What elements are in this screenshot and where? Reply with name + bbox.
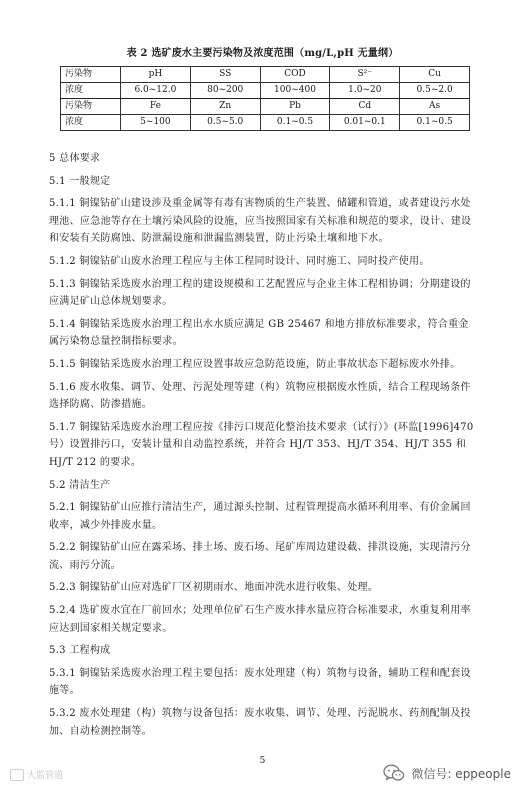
watermark-left-text: 大监管道	[27, 771, 64, 781]
table-cell: SS	[190, 67, 260, 83]
table-row	[61, 83, 470, 99]
table-cell: 0.1~0.5	[260, 115, 330, 131]
table-row	[61, 67, 470, 83]
clause-paragraph: 5.2.4 选矿废水宜在厂前回水；处理单位矿石生产废水排水量应符合标准要求，水重复利用率应达到国家相关规定要求。	[49, 605, 471, 634]
subsection-heading: 5.2 清洁生产	[49, 479, 111, 491]
page-number: 5	[259, 756, 266, 766]
table-cell: Pb	[260, 99, 330, 115]
table-cell: Zn	[190, 99, 260, 115]
table-cell: 1.0~20	[330, 83, 400, 99]
clause-paragraph: 5.2.1 铜镍钴矿山应推行清洁生产，通过源头控制、过程管理提高水循环利用率、有价金属回收率，减少外排废水量。	[49, 502, 471, 531]
clause-paragraph: 5.2.3 铜镍钴矿山应对选矿厂区初期雨水、地面冲洗水进行收集、处理。	[49, 582, 379, 594]
table-cell: 浓度	[61, 115, 121, 131]
clause-paragraph: 5.1.6 废水收集、调节、处理、污泥处理等建（构）筑物应根据废水性质，结合工程现场条件选择防腐、防渗措施。	[49, 381, 471, 411]
table-cell: S²⁻	[330, 67, 400, 83]
table-cell: 污染物	[61, 67, 121, 83]
table-cell: Cd	[330, 99, 400, 115]
clause-paragraph: 5.1.4 铜镍钴采选废水治理工程出水水质应满足 GB 25467 和地方排放标准要求，符合重金属污染物总量控制指标要求。	[49, 318, 469, 348]
clause-paragraph: 5.1.1 铜镍钴矿山建设涉及重金属等有毒有害物质的生产装置、储罐和管道，或者建设污水处理池、应急池等存在土壤污染风险的设施，应当按照国家有关标准和规范的要求，设计、建设和安装有关防腐蚀、防泄漏设施和泄漏监测装置，防止污染土壤和地下水。	[49, 198, 472, 245]
subsection-heading: 5.3 工程构成	[49, 645, 111, 657]
table-cell: pH	[121, 67, 191, 83]
table-cell: 0.5~2.0	[400, 83, 470, 99]
watermark-logo-icon	[10, 769, 24, 781]
clause-paragraph: 5.1.7 铜镍钴采选废水治理工程应按《排污口规范化整治技术要求（试行）》(环监[1996]470 号）设置排污口，安装计量和自动监控系统，并符合 HJ/T 353、HJ/T 354、HJ/T 355 和 HJ/T 212 的要求。	[49, 421, 474, 468]
table-cell: Cu	[400, 67, 470, 83]
table-cell: COD	[260, 67, 330, 83]
watermark-right-text: 微信号: eppeople	[411, 766, 511, 781]
table-row	[61, 115, 470, 131]
table-cell: 6.0~12.0	[121, 83, 191, 99]
wechat-logo-icon	[383, 764, 405, 782]
document-body	[49, 150, 477, 740]
table-caption: 表 2 选矿废水主要污染物及浓度范围（mg/L,pH 无量纲）	[126, 48, 399, 59]
table-cell: Fe	[121, 99, 191, 115]
clause-paragraph: 5.1.2 铜镍钴矿山废水治理工程应与主体工程同时设计、同时施工、同时投产使用。	[49, 255, 430, 267]
clause-paragraph: 5.3.1 铜镍钴采选废水治理工程主要包括：废水处理建（构）筑物与设备，辅助工程和配套设施等。	[49, 667, 471, 697]
subsection-heading: 5.1 一般规定	[49, 175, 111, 187]
watermark-right	[383, 764, 511, 782]
table-cell: 0.1~0.5	[400, 115, 470, 131]
clause-paragraph: 5.1.3 铜镍钴采选废水治理工程的建设规模和工艺配置应与企业主体工程相协调；分期建设的应满足矿山总体规划要求。	[49, 278, 471, 308]
table-cell: 0.5~5.0	[190, 115, 260, 131]
table-cell: 5~100	[121, 115, 191, 131]
section-heading: 5 总体要求	[49, 153, 101, 164]
table-row	[61, 99, 470, 115]
watermark-left	[10, 768, 63, 781]
table-cell: 100~400	[260, 83, 330, 99]
table-cell: 80~200	[190, 83, 260, 99]
clause-paragraph: 5.3.2 废水处理建（构）筑物与设备包括：废水收集、调节、处理、污泥脱水、药剂配制及投加、自动检测控制等。	[49, 708, 471, 737]
table-cell: As	[400, 99, 470, 115]
clause-paragraph: 5.2.2 铜镍钴矿山应在露采场、排土场、废石场、尾矿库周边建设截、排洪设施，实现清污分流、雨污分流。	[49, 542, 471, 571]
pollutant-table	[60, 66, 470, 131]
clause-paragraph: 5.1.5 铜镍钴采选废水治理工程应设置事故应急防范设施，防止事故状态下超标废水外排。	[49, 358, 461, 370]
table-cell: 污染物	[61, 99, 121, 115]
table-cell: 0.01~0.1	[330, 115, 400, 131]
table-cell: 浓度	[61, 83, 121, 99]
